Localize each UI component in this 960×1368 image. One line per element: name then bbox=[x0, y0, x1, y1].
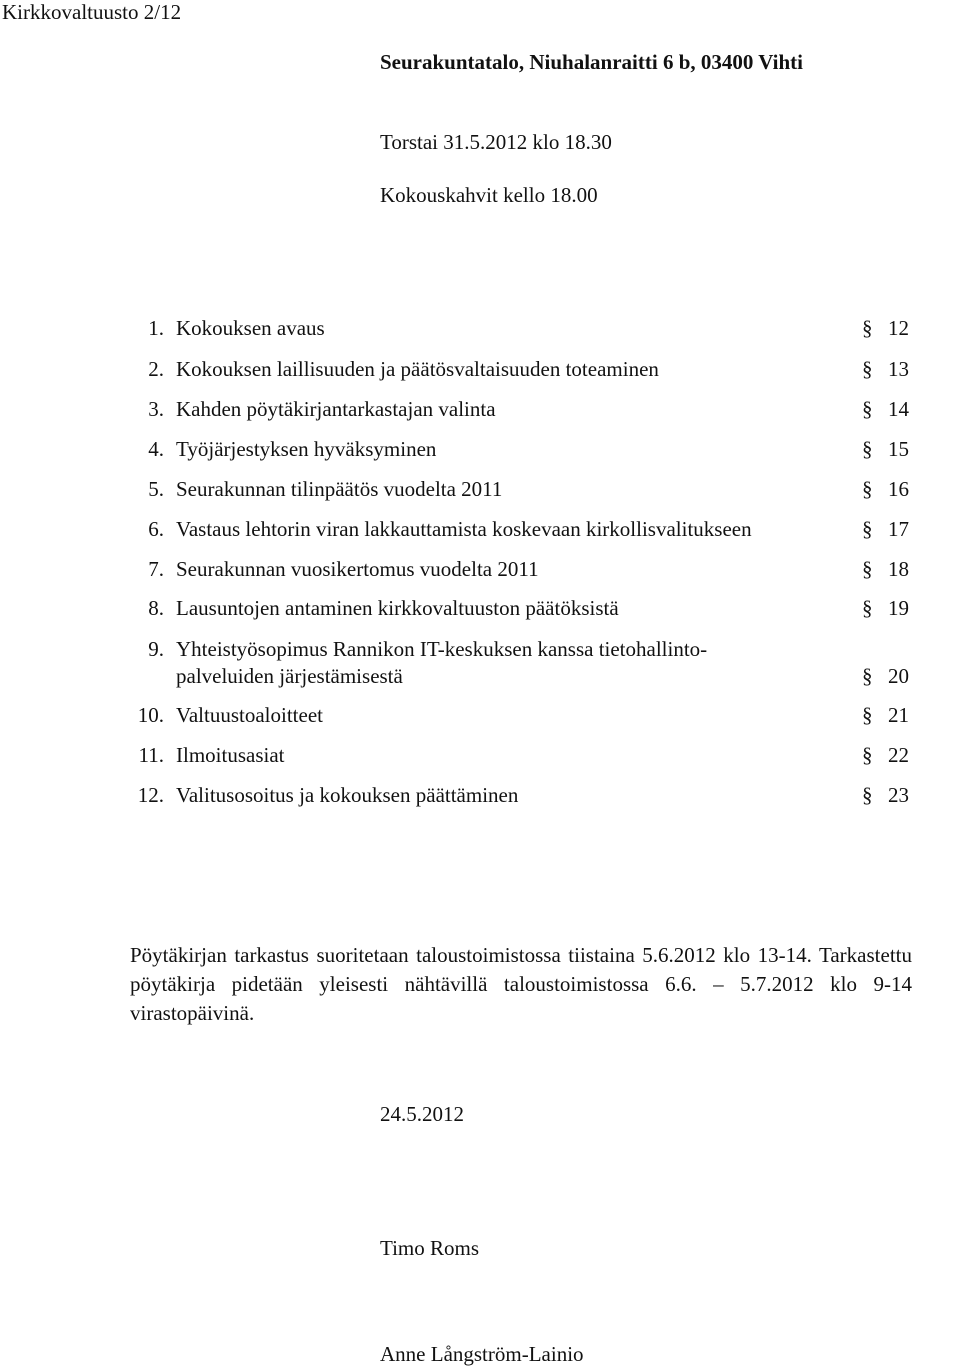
agenda-item-section-number: 22 bbox=[888, 743, 909, 767]
signature-name-secretary: Anne Långström-Lainio bbox=[380, 1342, 584, 1366]
agenda-item-section bbox=[862, 477, 909, 502]
agenda-item-title: Lausuntojen antaminen kirkkovaltuuston päätöksistä bbox=[176, 596, 619, 620]
agenda-item-title: Valtuustoaloitteet bbox=[176, 703, 323, 727]
signature-name-chair: Timo Roms bbox=[380, 1236, 480, 1260]
agenda-item-title: Kokouksen laillisuuden ja päätösvaltaisuuden toteaminen bbox=[176, 357, 659, 381]
section-sign-icon: § bbox=[862, 397, 873, 421]
agenda-item-number: 4. bbox=[148, 437, 164, 461]
agenda-item-section bbox=[862, 357, 909, 382]
signature-date: 24.5.2012 bbox=[380, 1102, 464, 1126]
agenda-item-section-number: 14 bbox=[888, 397, 909, 421]
agenda-item-title: Yhteistyösopimus Rannikon IT-keskuksen kanssa tietohallinto- bbox=[176, 637, 708, 661]
agenda-item-number: 1. bbox=[148, 316, 164, 340]
agenda-item-number: 10. bbox=[137, 703, 164, 727]
agenda-item-section-number: 17 bbox=[888, 517, 909, 541]
document-header: Kirkkovaltuusto 2/12 bbox=[2, 0, 182, 24]
agenda-item-number: 9. bbox=[148, 637, 164, 661]
agenda-item-section bbox=[862, 316, 909, 341]
section-sign-icon: § bbox=[862, 703, 873, 727]
agenda-item-title: Kahden pöytäkirjantarkastajan valinta bbox=[176, 397, 496, 421]
agenda-item-number: 2. bbox=[148, 357, 164, 381]
agenda-item-title: Ilmoitusasiat bbox=[176, 743, 285, 767]
agenda-item-section-number: 23 bbox=[888, 783, 909, 807]
section-sign-icon: § bbox=[862, 557, 873, 581]
agenda-item-number: 8. bbox=[148, 596, 164, 620]
section-sign-icon: § bbox=[862, 743, 873, 767]
agenda-item-title: Kokouksen avaus bbox=[176, 316, 325, 340]
agenda-item-section bbox=[862, 397, 909, 422]
agenda-item-title-continued: palveluiden järjestämisestä bbox=[176, 664, 403, 688]
minutes-review-note: Pöytäkirjan tarkastus suoritetaan taloustoimistossa tiistaina 5.6.2012 klo 13-14. Tarkastettu pöytäkirja pidetään yleisesti nähtävillä taloustoimistossa 6.6. – 5.7.2012 klo 9-14 virastopäivinä. bbox=[130, 943, 912, 1025]
section-sign-icon: § bbox=[862, 357, 873, 381]
agenda-item-number: 12. bbox=[137, 783, 164, 807]
agenda-item-section bbox=[862, 743, 909, 768]
section-sign-icon: § bbox=[862, 477, 873, 501]
section-sign-icon: § bbox=[862, 664, 873, 688]
agenda-item-section-number: 16 bbox=[888, 477, 909, 501]
meeting-date: Torstai 31.5.2012 klo 18.30 bbox=[380, 130, 612, 154]
agenda-item-section-number: 15 bbox=[888, 437, 909, 461]
section-sign-icon: § bbox=[862, 783, 873, 807]
agenda-item-section bbox=[862, 783, 909, 808]
meeting-coffee: Kokouskahvit kello 18.00 bbox=[380, 183, 598, 207]
agenda-item-section bbox=[862, 596, 909, 621]
agenda-item-section-number: 19 bbox=[888, 596, 909, 620]
section-sign-icon: § bbox=[862, 596, 873, 620]
agenda-item-title: Valitusosoitus ja kokouksen päättäminen bbox=[176, 783, 519, 807]
agenda-item-section bbox=[862, 664, 909, 689]
agenda-item-section bbox=[862, 703, 909, 728]
agenda-item-section bbox=[862, 557, 909, 582]
agenda-item-number: 7. bbox=[148, 557, 164, 581]
meeting-venue: Seurakuntatalo, Niuhalanraitti 6 b, 03400 Vihti bbox=[380, 50, 803, 74]
agenda-item-title: Työjärjestyksen hyväksyminen bbox=[176, 437, 437, 461]
agenda-item-title: Vastaus lehtorin viran lakkauttamista koskevaan kirkollisvalitukseen bbox=[176, 517, 752, 541]
agenda-item-title: Seurakunnan tilinpäätös vuodelta 2011 bbox=[176, 477, 503, 501]
section-sign-icon: § bbox=[862, 437, 873, 461]
agenda-item-section-number: 13 bbox=[888, 357, 909, 381]
agenda-item-number: 6. bbox=[148, 517, 164, 541]
agenda-item-section-number: 20 bbox=[888, 664, 909, 688]
agenda-item-number: 5. bbox=[148, 477, 164, 501]
section-sign-icon: § bbox=[862, 316, 873, 340]
agenda-item-title: Seurakunnan vuosikertomus vuodelta 2011 bbox=[176, 557, 539, 581]
section-sign-icon: § bbox=[862, 517, 873, 541]
agenda-item-section-number: 12 bbox=[888, 316, 909, 340]
agenda-item-section bbox=[862, 437, 909, 462]
agenda-item-number: 3. bbox=[148, 397, 164, 421]
agenda-item-number: 11. bbox=[138, 743, 164, 767]
agenda-item-section-number: 21 bbox=[888, 703, 909, 727]
agenda-item-section-number: 18 bbox=[888, 557, 909, 581]
agenda-item-section bbox=[862, 517, 909, 542]
